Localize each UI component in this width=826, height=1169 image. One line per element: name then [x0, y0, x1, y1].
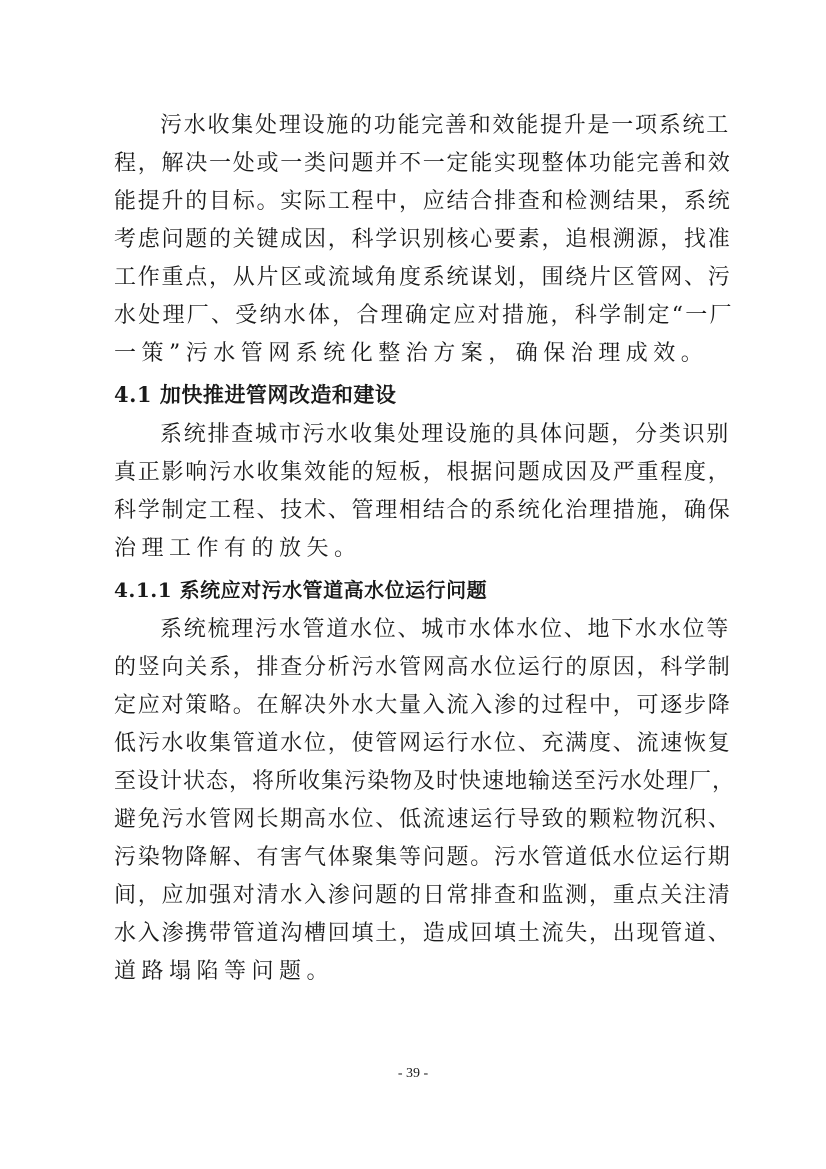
paragraph-line: 至设计状态，将所收集污染物及时快速地输送至污水处理厂，	[114, 769, 736, 794]
paragraph-line: 道路塌陷等问题。	[114, 959, 335, 984]
paragraph-line: 污染物降解、有害气体聚集等问题。污水管道低水位运行期	[114, 845, 732, 870]
paragraph-line: 程，解决一处或一类问题并不一定能实现整体功能完善和效	[114, 151, 732, 176]
paragraph-line: 系统排查城市污水收集处理设施的具体问题，分类识别	[160, 422, 731, 447]
paragraph-line: 避免污水管网长期高水位、低流速运行导致的颗粒物沉积、	[114, 807, 732, 832]
section-heading: 4.1 加快推进管网改造和建设	[114, 382, 397, 407]
subsection-heading: 4.1.1 系统应对污水管道高水位运行问题	[114, 578, 488, 602]
paragraph-line: 水处理厂、受纳水体，合理确定应对措施，科学制定“一厂	[114, 303, 734, 328]
paragraph-line: 考虑问题的关键成因，科学识别核心要素，追根溯源，找准	[114, 227, 732, 252]
paragraph-line: 真正影响污水收集效能的短板，根据问题成因及严重程度，	[114, 460, 732, 485]
paragraph-line: 污水收集处理设施的功能完善和效能提升是一项系统工	[160, 113, 731, 138]
paragraph-line: 水入渗携带管道沟槽回填土，造成回填土流失，出现管道、	[114, 921, 732, 946]
paragraph-line: 工作重点，从片区或流域角度系统谋划，围绕片区管网、污	[114, 265, 732, 290]
paragraph-line: 定应对策略。在解决外水大量入流入渗的过程中，可逐步降	[114, 693, 732, 718]
page-number: - 39 -	[397, 1066, 429, 1081]
paragraph-line: 低污水收集管道水位，使管网运行水位、充满度、流速恢复	[114, 731, 732, 756]
paragraph-line: 间，应加强对清水入渗问题的日常排查和监测，重点关注清	[114, 883, 732, 908]
paragraph-line: 治理工作有的放矢。	[114, 536, 362, 561]
paragraph-line: 能提升的目标。实际工程中，应结合排查和检测结果，系统	[114, 189, 732, 214]
paragraph-line: 一策”污水管网系统化整治方案，确保治理成效。	[114, 341, 709, 366]
paragraph-line: 科学制定工程、技术、管理相结合的系统化治理措施，确保	[114, 498, 732, 523]
paragraph-line: 系统梳理污水管道水位、城市水体水位、地下水水位等	[160, 617, 731, 642]
paragraph-line: 的竖向关系，排查分析污水管网高水位运行的原因，科学制	[114, 655, 732, 680]
